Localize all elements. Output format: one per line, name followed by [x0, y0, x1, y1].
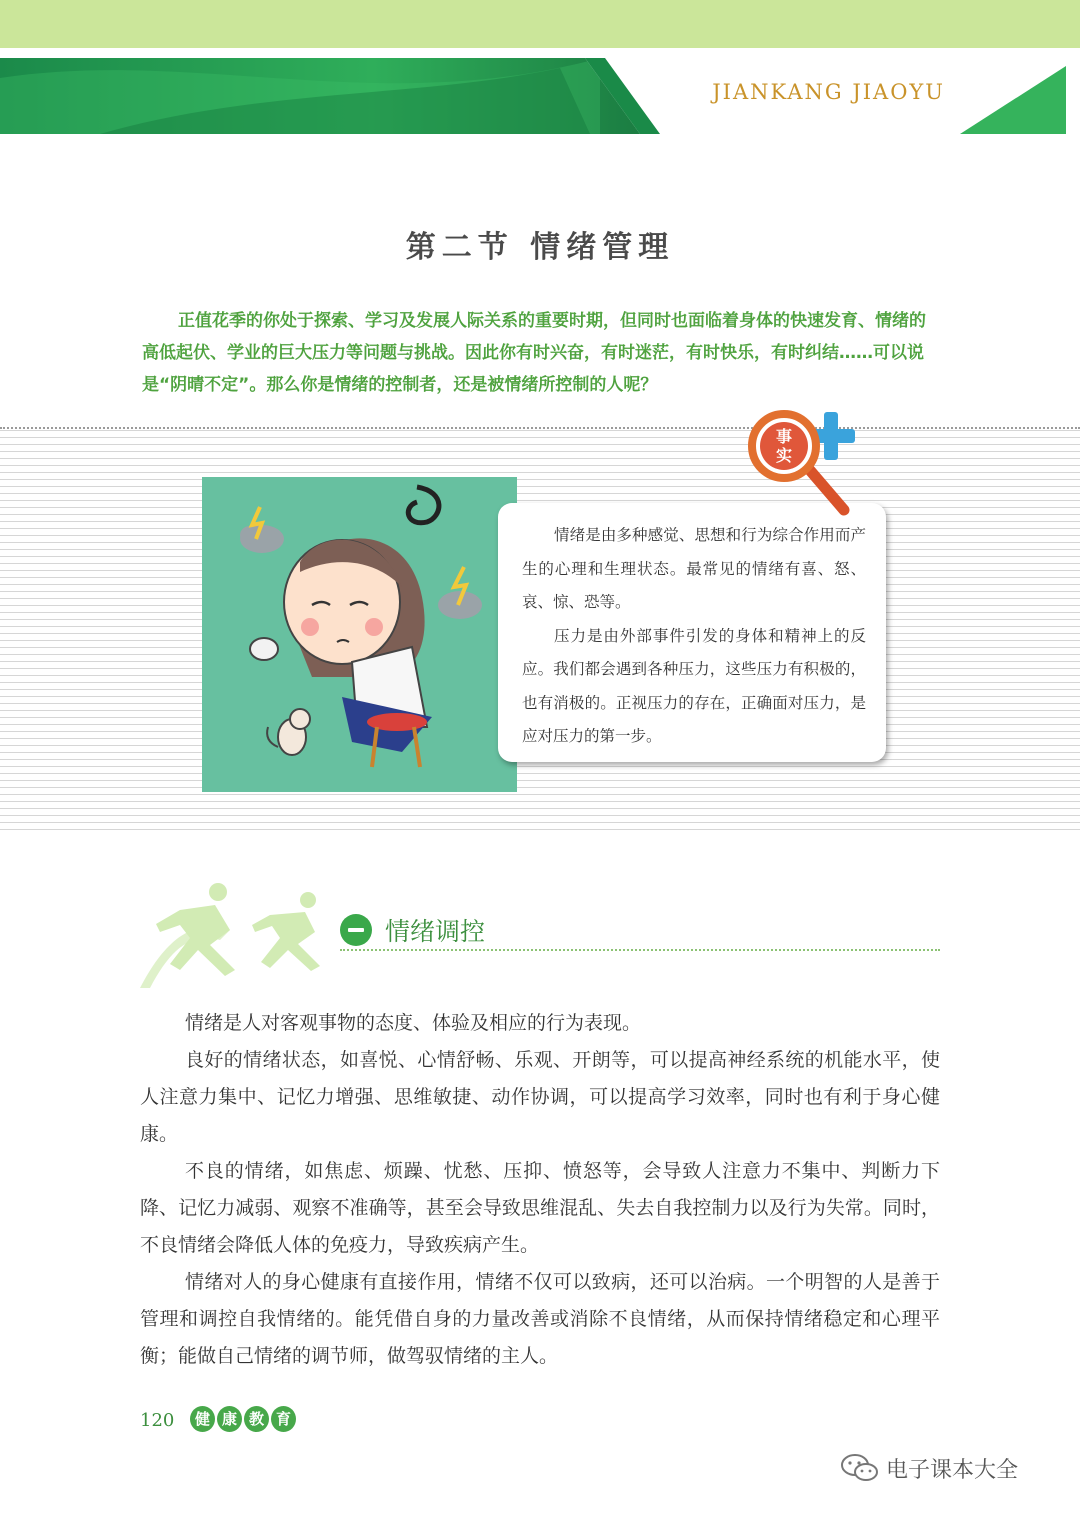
book-logo-char: 健	[190, 1406, 215, 1432]
fact-paragraph-emotion: 情绪是由多种感觉、思想和行为综合作用而产生的心理和生理状态。最常见的情绪有喜、怒、哀、惊、恐等。	[522, 526, 866, 611]
book-logo-char: 育	[271, 1406, 296, 1432]
header-title: JIANKANG JIAOYU	[712, 80, 945, 104]
fact-text	[522, 519, 866, 754]
header-top-band	[0, 0, 1080, 48]
wechat-icon	[840, 1452, 880, 1484]
fact-badge-char-1: 事	[775, 427, 793, 446]
book-logo	[190, 1406, 296, 1432]
book-logo-char: 教	[244, 1406, 269, 1432]
body-paragraph-1: 情绪是人对客观事物的态度、体验及相应的行为表现。	[185, 1012, 642, 1034]
body-text	[140, 1005, 940, 1375]
body-paragraph-2: 良好的情绪状态，如喜悦、心情舒畅、乐观、开朗等，可以提高神经系统的机能水平，使人注意力集中、记忆力增强、思维敏捷、动作协调，可以提高学习效率，同时也有利于身心健康。	[140, 1049, 940, 1145]
page-number: 120	[140, 1410, 175, 1431]
fact-magnifier-icon	[744, 404, 864, 524]
section-title: 第二节 情绪管理	[405, 230, 675, 265]
runner-decoration-icon	[140, 870, 350, 990]
intro-paragraph	[142, 305, 942, 401]
body-paragraph-3: 不良的情绪，如焦虑、烦躁、忧愁、压抑、愤怒等，会导致人注意力不集中、判断力下降、记忆力减弱、观察不准确等，甚至会导致思维混乱、失去自我控制力以及行为失常。同时，不良情绪会降低人体的免疫力，导致疾病产生。	[140, 1160, 940, 1256]
stressed-girl-illustration	[202, 477, 517, 792]
fact-paragraph-stress: 压力是由外部事件引发的身体和精神上的反应。我们都会遇到各种压力，这些压力有积极的，也有消极的。正视压力的存在，正确面对压力，是应对压力的第一步。	[522, 626, 866, 745]
book-logo-char: 康	[217, 1406, 242, 1432]
watermark	[840, 1452, 1018, 1484]
fact-badge-char-2: 实	[775, 446, 793, 465]
subsection-title: 情绪调控	[385, 917, 486, 946]
fact-divider	[0, 427, 1080, 429]
subsection-underline	[340, 949, 940, 951]
watermark-text: 电子课本大全	[886, 1457, 1019, 1483]
subsection-number-badge	[340, 914, 372, 946]
body-paragraph-4: 情绪对人的身心健康有直接作用，情绪不仅可以致病，还可以治病。一个明智的人是善于管理和调控自我情绪的。能凭借自身的力量改善或消除不良情绪，从而保持情绪稳定和心理平衡；能做自己情绪的调节师，做驾驭情绪的主人。	[140, 1271, 940, 1367]
intro-text: 正值花季的你处于探索、学习及发展人际关系的重要时期，但同时也面临着身体的快速发育、情绪的高低起伏、学业的巨大压力等问题与挑战。因此你有时兴奋，有时迷茫，有时快乐，有时纠结……可以说是“阴晴不定”。那么你是情绪的控制者，还是被情绪所控制的人呢？	[142, 311, 926, 395]
